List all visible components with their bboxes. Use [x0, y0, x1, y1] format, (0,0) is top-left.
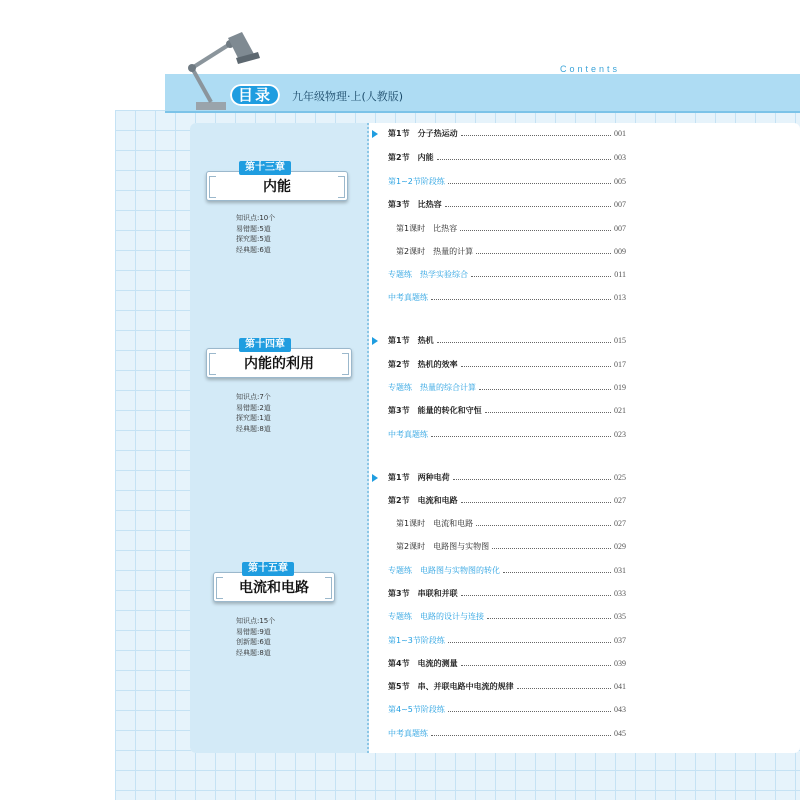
toc-page-number: 027: [614, 519, 626, 528]
stat-line: 知识点:15个: [236, 617, 276, 625]
leader-dots: [460, 224, 611, 231]
toc-item-label: 第2节 内能: [388, 153, 434, 162]
toc-item[interactable]: [388, 198, 626, 212]
toc-item[interactable]: [388, 703, 626, 717]
toc-page-number: 011: [614, 270, 626, 279]
stat-line: 经典题:6道: [236, 245, 271, 254]
toc-item-label: 第1课时 比热容: [396, 224, 458, 233]
toc-item[interactable]: [396, 517, 626, 531]
toc-item[interactable]: [388, 358, 626, 372]
toc-page-number: 007: [614, 200, 626, 209]
toc-item[interactable]: [396, 222, 626, 236]
toc-item-label: 专题练 热学实验综合: [388, 270, 468, 279]
stat-line: 易错题:2道: [236, 403, 271, 412]
leader-dots: [476, 519, 611, 526]
toc-page-number: 015: [614, 336, 626, 345]
toc-page-number: 039: [614, 659, 626, 668]
toc-item[interactable]: [388, 428, 626, 442]
stat-line: 易错题:9道: [236, 627, 271, 636]
toc-item[interactable]: [388, 291, 626, 305]
book-subtitle: 九年级物理·上(人教版): [292, 90, 404, 103]
toc-page-number: 017: [614, 360, 626, 369]
toc-item[interactable]: [388, 471, 626, 485]
toc-item-label: 专题练 电路图与实物图的转化: [388, 566, 500, 575]
toc-page-number: 035: [614, 612, 626, 621]
toc-page-number: 025: [614, 473, 626, 482]
chapter-13-title[interactable]: 内能: [206, 171, 348, 201]
chapter-15-arrow-icon: [372, 474, 378, 482]
leader-dots: [461, 129, 611, 136]
toc-item[interactable]: [388, 657, 626, 671]
leader-dots: [503, 566, 611, 573]
toc-page-number: 041: [614, 682, 626, 691]
toc-item-label: 第1节 分子热运动: [388, 129, 458, 138]
chapter-14-stats: [236, 392, 271, 434]
toc-page-number: 013: [614, 293, 626, 302]
leader-dots: [431, 430, 611, 437]
chapter-13-tag: 第十三章: [239, 161, 291, 175]
toc-page-number: 029: [614, 542, 626, 551]
chapter-15-stats: [236, 616, 275, 658]
toc-item-label: 中考真题练: [388, 430, 428, 439]
toc-page-number: 009: [614, 247, 626, 256]
toc-item-label: 第3节 比热容: [388, 200, 442, 209]
chapter-15-title[interactable]: 电流和电路: [213, 572, 335, 602]
chapter-panel: [190, 123, 369, 753]
contents-label: Contents: [560, 64, 621, 74]
leader-dots: [437, 153, 611, 160]
page-title: 目录: [230, 84, 280, 106]
toc-item[interactable]: [388, 680, 626, 694]
toc-item-label: 第1节 两种电荷: [388, 473, 450, 482]
stat-line: 知识点:10个: [236, 214, 276, 222]
toc-page-number: 031: [614, 566, 626, 575]
toc-page-number: 007: [614, 224, 626, 233]
toc-item[interactable]: [388, 610, 626, 624]
leader-dots: [437, 336, 611, 343]
toc-item[interactable]: [388, 727, 626, 741]
leader-dots: [448, 636, 611, 643]
chapter-15-tag: 第十五章: [242, 562, 294, 576]
toc-item-label: 中考真题练: [388, 293, 428, 302]
toc-item-label: 第3节 能量的转化和守恒: [388, 406, 482, 415]
leader-dots: [453, 473, 611, 480]
leader-dots: [492, 542, 611, 549]
toc-page-number: 019: [614, 383, 626, 392]
toc-page-number: 037: [614, 636, 626, 645]
toc-item[interactable]: [396, 540, 626, 554]
toc-page-number: 027: [614, 496, 626, 505]
toc-item[interactable]: [396, 245, 626, 259]
stat-line: 创新题:6道: [236, 638, 271, 646]
chapter-14-tag: 第十四章: [239, 338, 291, 352]
toc-item[interactable]: [388, 151, 626, 165]
stat-line: 经典题:8道: [236, 424, 271, 433]
toc-page-number: 033: [614, 589, 626, 598]
toc-item-label: 第2课时 电路图与实物图: [396, 542, 490, 551]
toc-page-number: 021: [614, 406, 626, 415]
chapter-13-stats: [236, 213, 275, 255]
toc-item[interactable]: [388, 334, 626, 348]
toc-page-number: 005: [614, 177, 626, 186]
toc-item-label: 第1课时 电流和电路: [396, 519, 474, 528]
toc-item-label: 第1~3节阶段练: [388, 636, 445, 645]
leader-dots: [517, 682, 611, 689]
toc-item-label: 第1~2节阶段练: [388, 177, 445, 186]
toc-item-label: 第1节 热机: [388, 336, 434, 345]
stat-line: 经典题:8道: [236, 648, 271, 657]
toc-item[interactable]: [388, 381, 626, 395]
toc-item[interactable]: [388, 175, 626, 189]
stat-line: 知识点:7个: [236, 393, 271, 401]
toc-page-number: 023: [614, 430, 626, 439]
toc-item[interactable]: [388, 268, 626, 282]
toc-item[interactable]: [388, 587, 626, 601]
toc-item[interactable]: [388, 564, 626, 578]
leader-dots: [448, 705, 611, 712]
toc-item-label: 第4节 电流的测量: [388, 659, 458, 668]
toc-page-number: 043: [614, 705, 626, 714]
leader-dots: [461, 360, 611, 367]
toc-item-label: 第2节 热机的效率: [388, 360, 458, 369]
toc-item[interactable]: [388, 634, 626, 648]
toc-page-number: 003: [614, 153, 626, 162]
stat-line: 探究题:1道: [236, 414, 271, 422]
toc-item-label: 第2课时 热量的计算: [396, 247, 474, 256]
chapter-13-arrow-icon: [372, 130, 378, 138]
leader-dots: [461, 659, 611, 666]
toc-item-label: 专题练 电路的设计与连接: [388, 612, 484, 621]
leader-dots: [461, 496, 611, 503]
toc-item[interactable]: [388, 494, 626, 508]
toc-item[interactable]: [388, 127, 626, 141]
leader-dots: [476, 247, 611, 254]
leader-dots: [485, 406, 611, 413]
toc-page-number: 045: [614, 729, 626, 738]
leader-dots: [448, 177, 611, 184]
toc-item-label: 第3节 串联和并联: [388, 589, 458, 598]
toc-item-label: 专题练 热量的综合计算: [388, 383, 476, 392]
leader-dots: [461, 589, 611, 596]
stat-line: 易错题:5道: [236, 224, 271, 233]
toc-item-label: 中考真题练: [388, 729, 428, 738]
toc-item-label: 第5节 串、并联电路中电流的规律: [388, 682, 514, 691]
toc-page-number: 001: [614, 129, 626, 138]
leader-dots: [479, 383, 611, 390]
toc-item[interactable]: [388, 404, 626, 418]
leader-dots: [445, 200, 611, 207]
chapter-14-arrow-icon: [372, 337, 378, 345]
leader-dots: [471, 270, 611, 277]
leader-dots: [431, 293, 611, 300]
leader-dots: [431, 729, 611, 736]
chapter-14-title[interactable]: 内能的利用: [206, 348, 352, 378]
leader-dots: [487, 612, 611, 619]
toc-item-label: 第4~5节阶段练: [388, 705, 445, 714]
stat-line: 探究题:5道: [236, 235, 271, 243]
toc-item-label: 第2节 电流和电路: [388, 496, 458, 505]
